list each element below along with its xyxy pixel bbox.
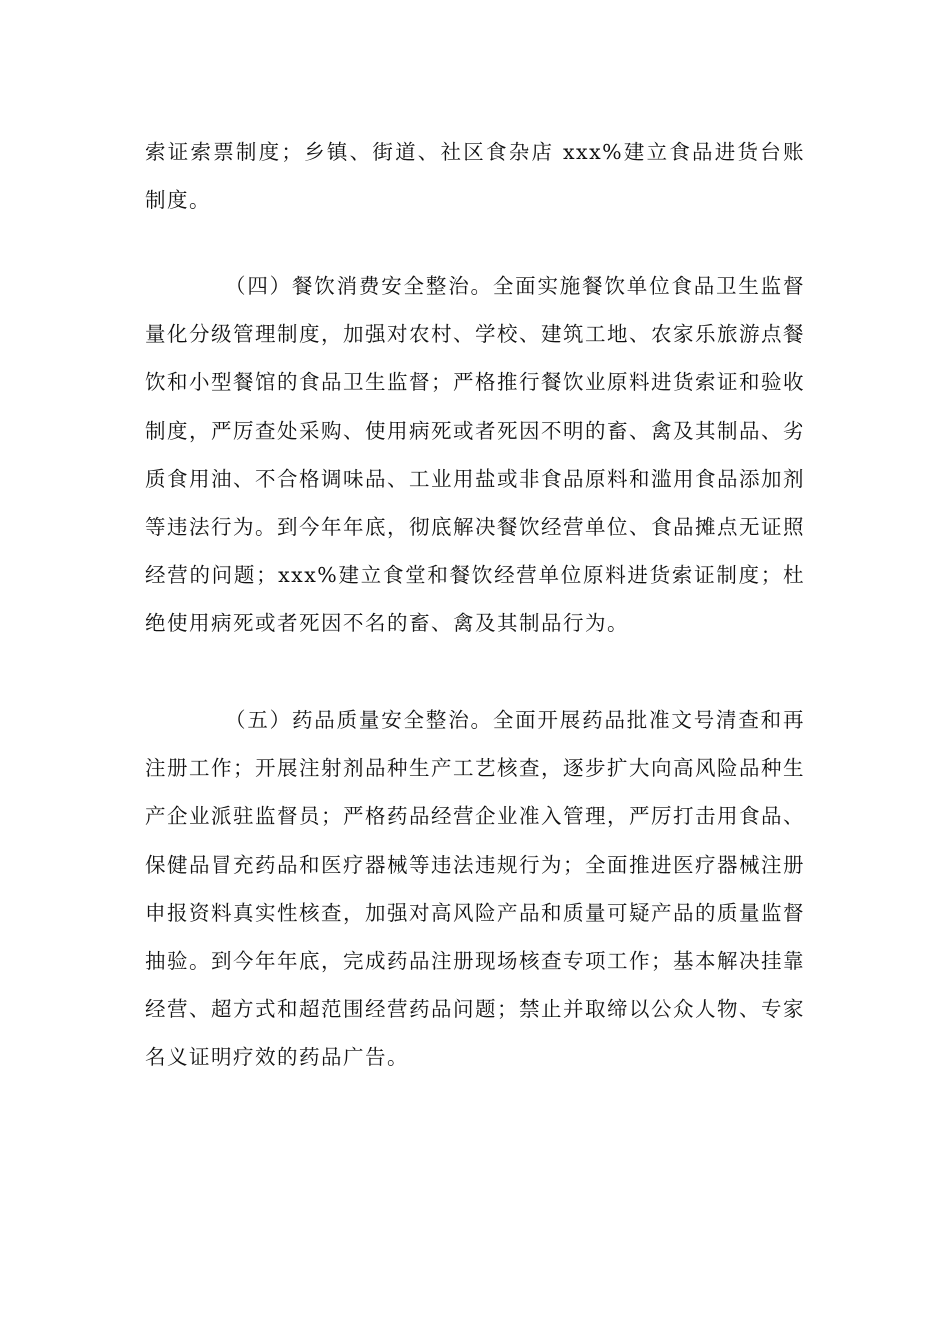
- paragraph-section-four: （四）餐饮消费安全整治。全面实施餐饮单位食品卫生监督量化分级管理制度，加强对农村、学校、建筑工地、农家乐旅游点餐饮和小型餐馆的食品卫生监督；严格推行餐饮业原料进货索证和验收制度，严厉查处采购、使用病死或者死因不明的畜、禽及其制品、劣质食用油、不合格调味品、工业用盐或非食品原料和滥用食品添加剂等违法行为。到今年年底，彻底解决餐饮经营单位、食品摊点无证照经营的问题；xxx%建立食堂和餐饮经营单位原料进货索证制度；杜绝使用病死或者死因不名的畜、禽及其制品行为。: [145, 274, 805, 636]
- paragraph-continuation: 索证索票制度；乡镇、街道、社区食杂店 xxx%建立食品进货台账制度。: [145, 140, 805, 213]
- paragraph-section-five: （五）药品质量安全整治。全面开展药品批准文号清查和再注册工作；开展注射剂品种生产工艺核查，逐步扩大向高风险品种生产企业派驻监督员；严格药品经营企业准入管理，严厉打击用食品、保健品冒充药品和医疗器械等违法违规行为；全面推进医疗器械注册申报资料真实性核查，加强对高风险产品和质量可疑产品的质量监督抽验。到今年年底，完成药品注册现场核查专项工作；基本解决挂靠经营、超方式和超范围经营药品问题；禁止并取缔以公众人物、专家名义证明疗效的药品广告。: [145, 708, 805, 1070]
